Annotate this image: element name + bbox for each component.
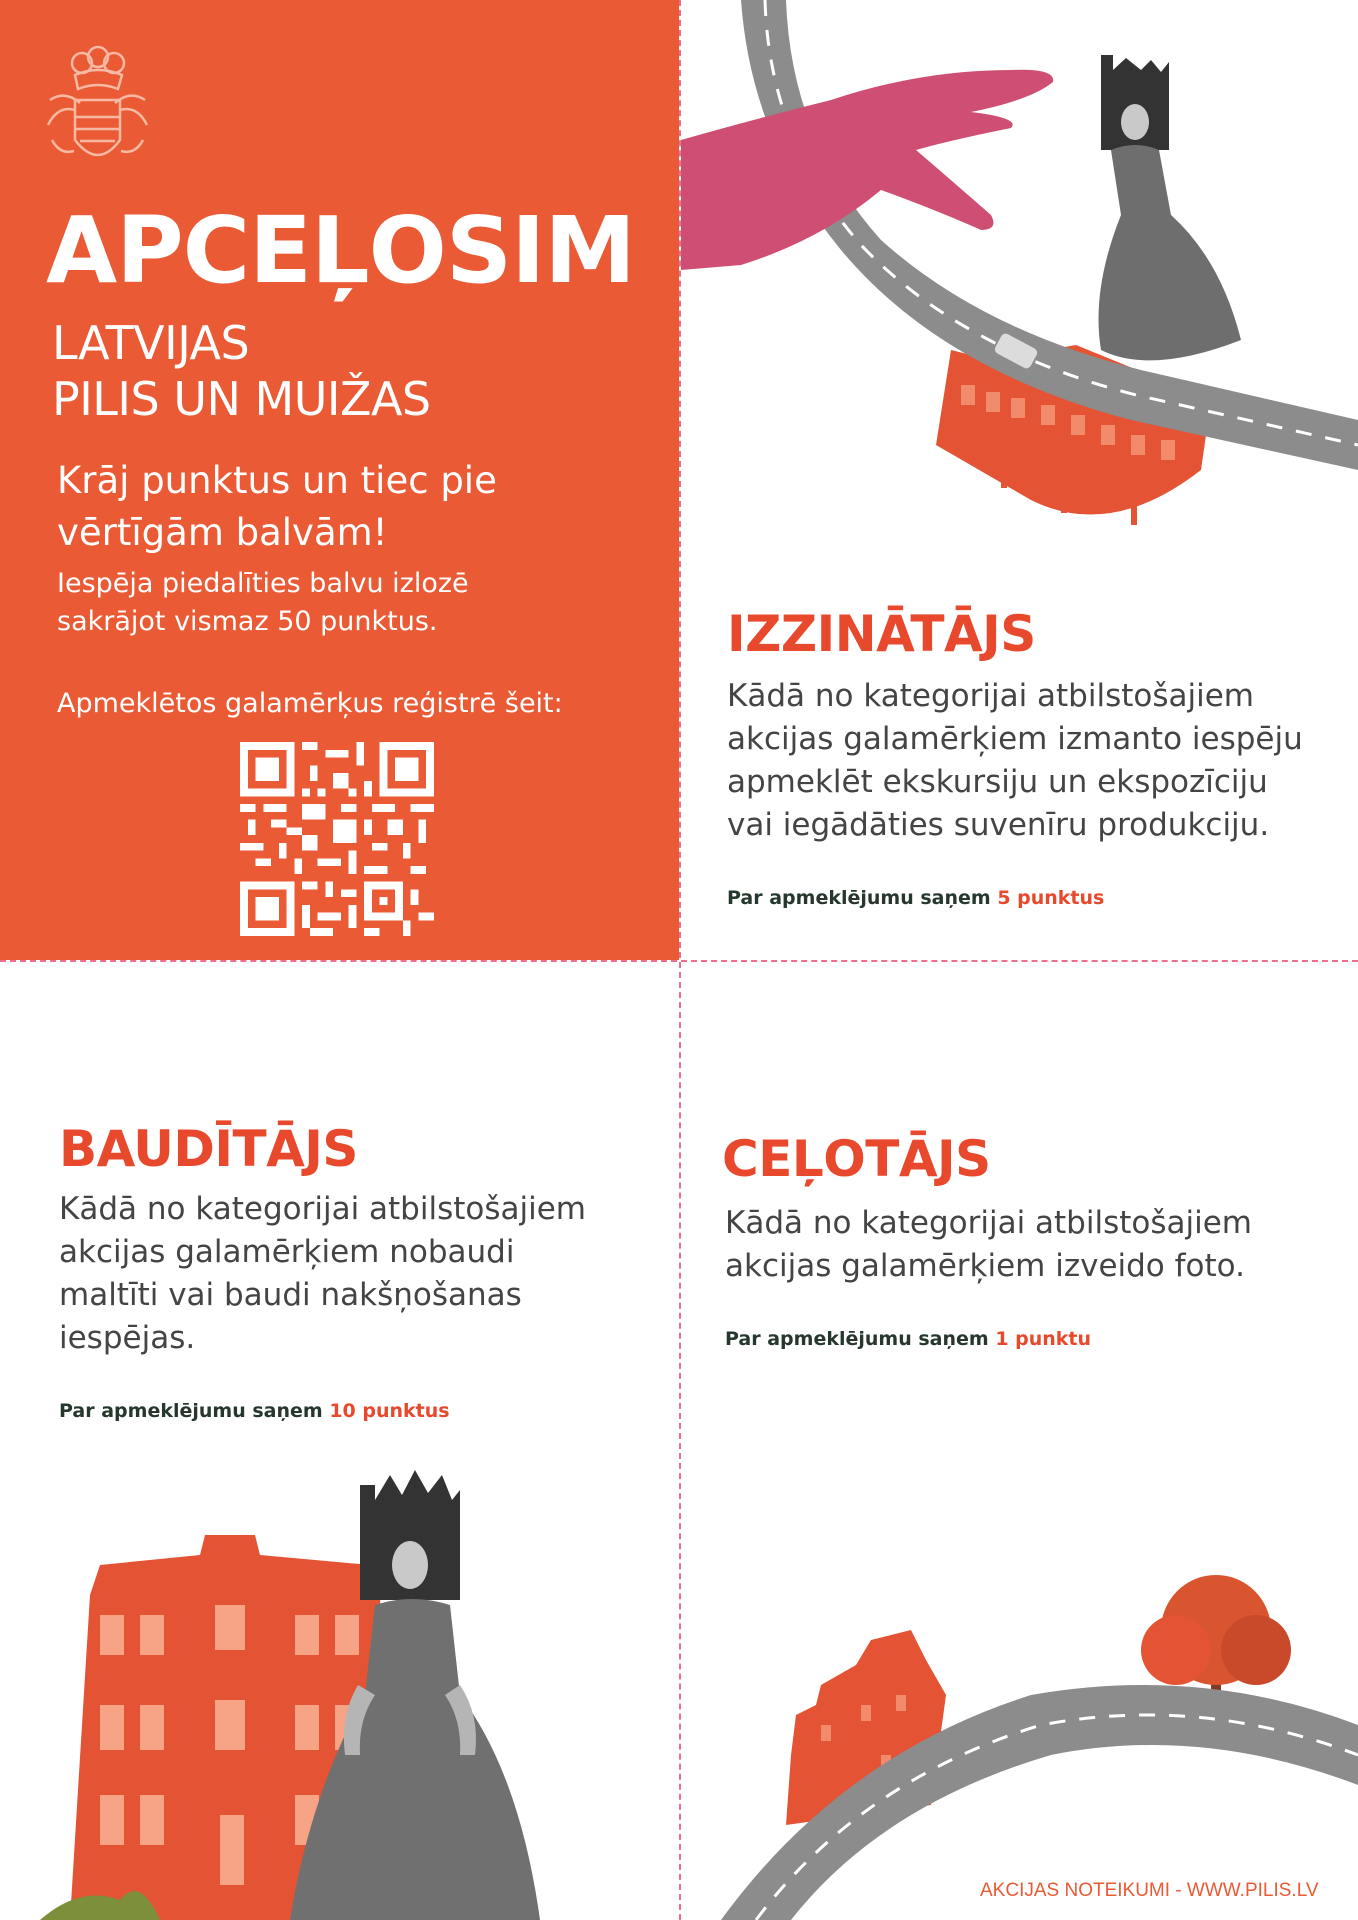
subtitle <box>52 315 431 427</box>
category-description <box>727 675 1303 847</box>
coat-of-arms-icon <box>40 45 155 180</box>
description-line: Kādā no kategorijai atbilstošajiem <box>725 1205 1252 1241</box>
register-label: Apmeklētos galamērķus reģistrē šeit: <box>57 688 563 719</box>
promo-note-line: sakrājot vismaz 50 punktus. <box>57 606 438 637</box>
road-castle-tree-illustration <box>681 1555 1358 1920</box>
points-prefix: Par apmeklējumu saņem <box>59 1400 323 1422</box>
description-line: akcijas galamērķiem nobaudi <box>59 1234 515 1270</box>
subtitle-line: PILIS UN MUIŽAS <box>52 372 431 426</box>
description-line: iespējas. <box>59 1320 196 1356</box>
points-value: 1 punktu <box>995 1328 1092 1350</box>
description-line: Kādā no kategorijai atbilstošajiem <box>59 1191 586 1227</box>
description-line: maltīti vai baudi nakšņošanas <box>59 1277 522 1313</box>
rules-link[interactable]: AKCIJAS NOTEIKUMI - WWW.PILIS.LV <box>980 1880 1319 1901</box>
mansion-lady-illustration <box>40 1455 670 1920</box>
subtitle-line: LATVIJAS <box>52 316 250 370</box>
points-prefix: Par apmeklējumu saņem <box>727 887 991 909</box>
description-line: apmeklēt ekskursiju un ekspozīciju <box>727 764 1268 800</box>
category-description <box>725 1202 1252 1288</box>
points-note <box>725 1328 1091 1350</box>
qr-code[interactable] <box>240 742 434 936</box>
promo-note-line: Iespēja piedalīties balvu izlozē <box>57 568 469 599</box>
description-line: akcijas galamērķiem izmanto iespēju <box>727 721 1303 757</box>
points-note <box>59 1400 450 1422</box>
road-hand-illustration <box>681 0 1358 540</box>
points-note <box>727 887 1104 909</box>
points-value: 10 punktus <box>329 1400 450 1422</box>
description-line: akcijas galamērķiem izveido foto. <box>725 1248 1245 1284</box>
page-title: APCEĻOSIM <box>46 197 635 304</box>
category-heading: IZZINĀTĀJS <box>727 605 1036 663</box>
promo-line: Krāj punktus un tiec pie <box>57 459 497 502</box>
points-prefix: Par apmeklējumu saņem <box>725 1328 989 1350</box>
category-heading: BAUDĪTĀJS <box>59 1120 358 1178</box>
promo-line: vērtīgām balvām! <box>57 511 388 554</box>
castle-lady-graphic <box>1099 55 1242 360</box>
promo-note <box>57 565 469 641</box>
category-heading: CEĻOTĀJS <box>722 1130 991 1188</box>
promo-text <box>57 455 497 559</box>
description-line: Kādā no kategorijai atbilstošajiem <box>727 678 1254 714</box>
points-value: 5 punktus <box>997 887 1105 909</box>
category-description <box>59 1188 586 1360</box>
description-line: vai iegādāties suvenīru produkciju. <box>727 807 1270 843</box>
